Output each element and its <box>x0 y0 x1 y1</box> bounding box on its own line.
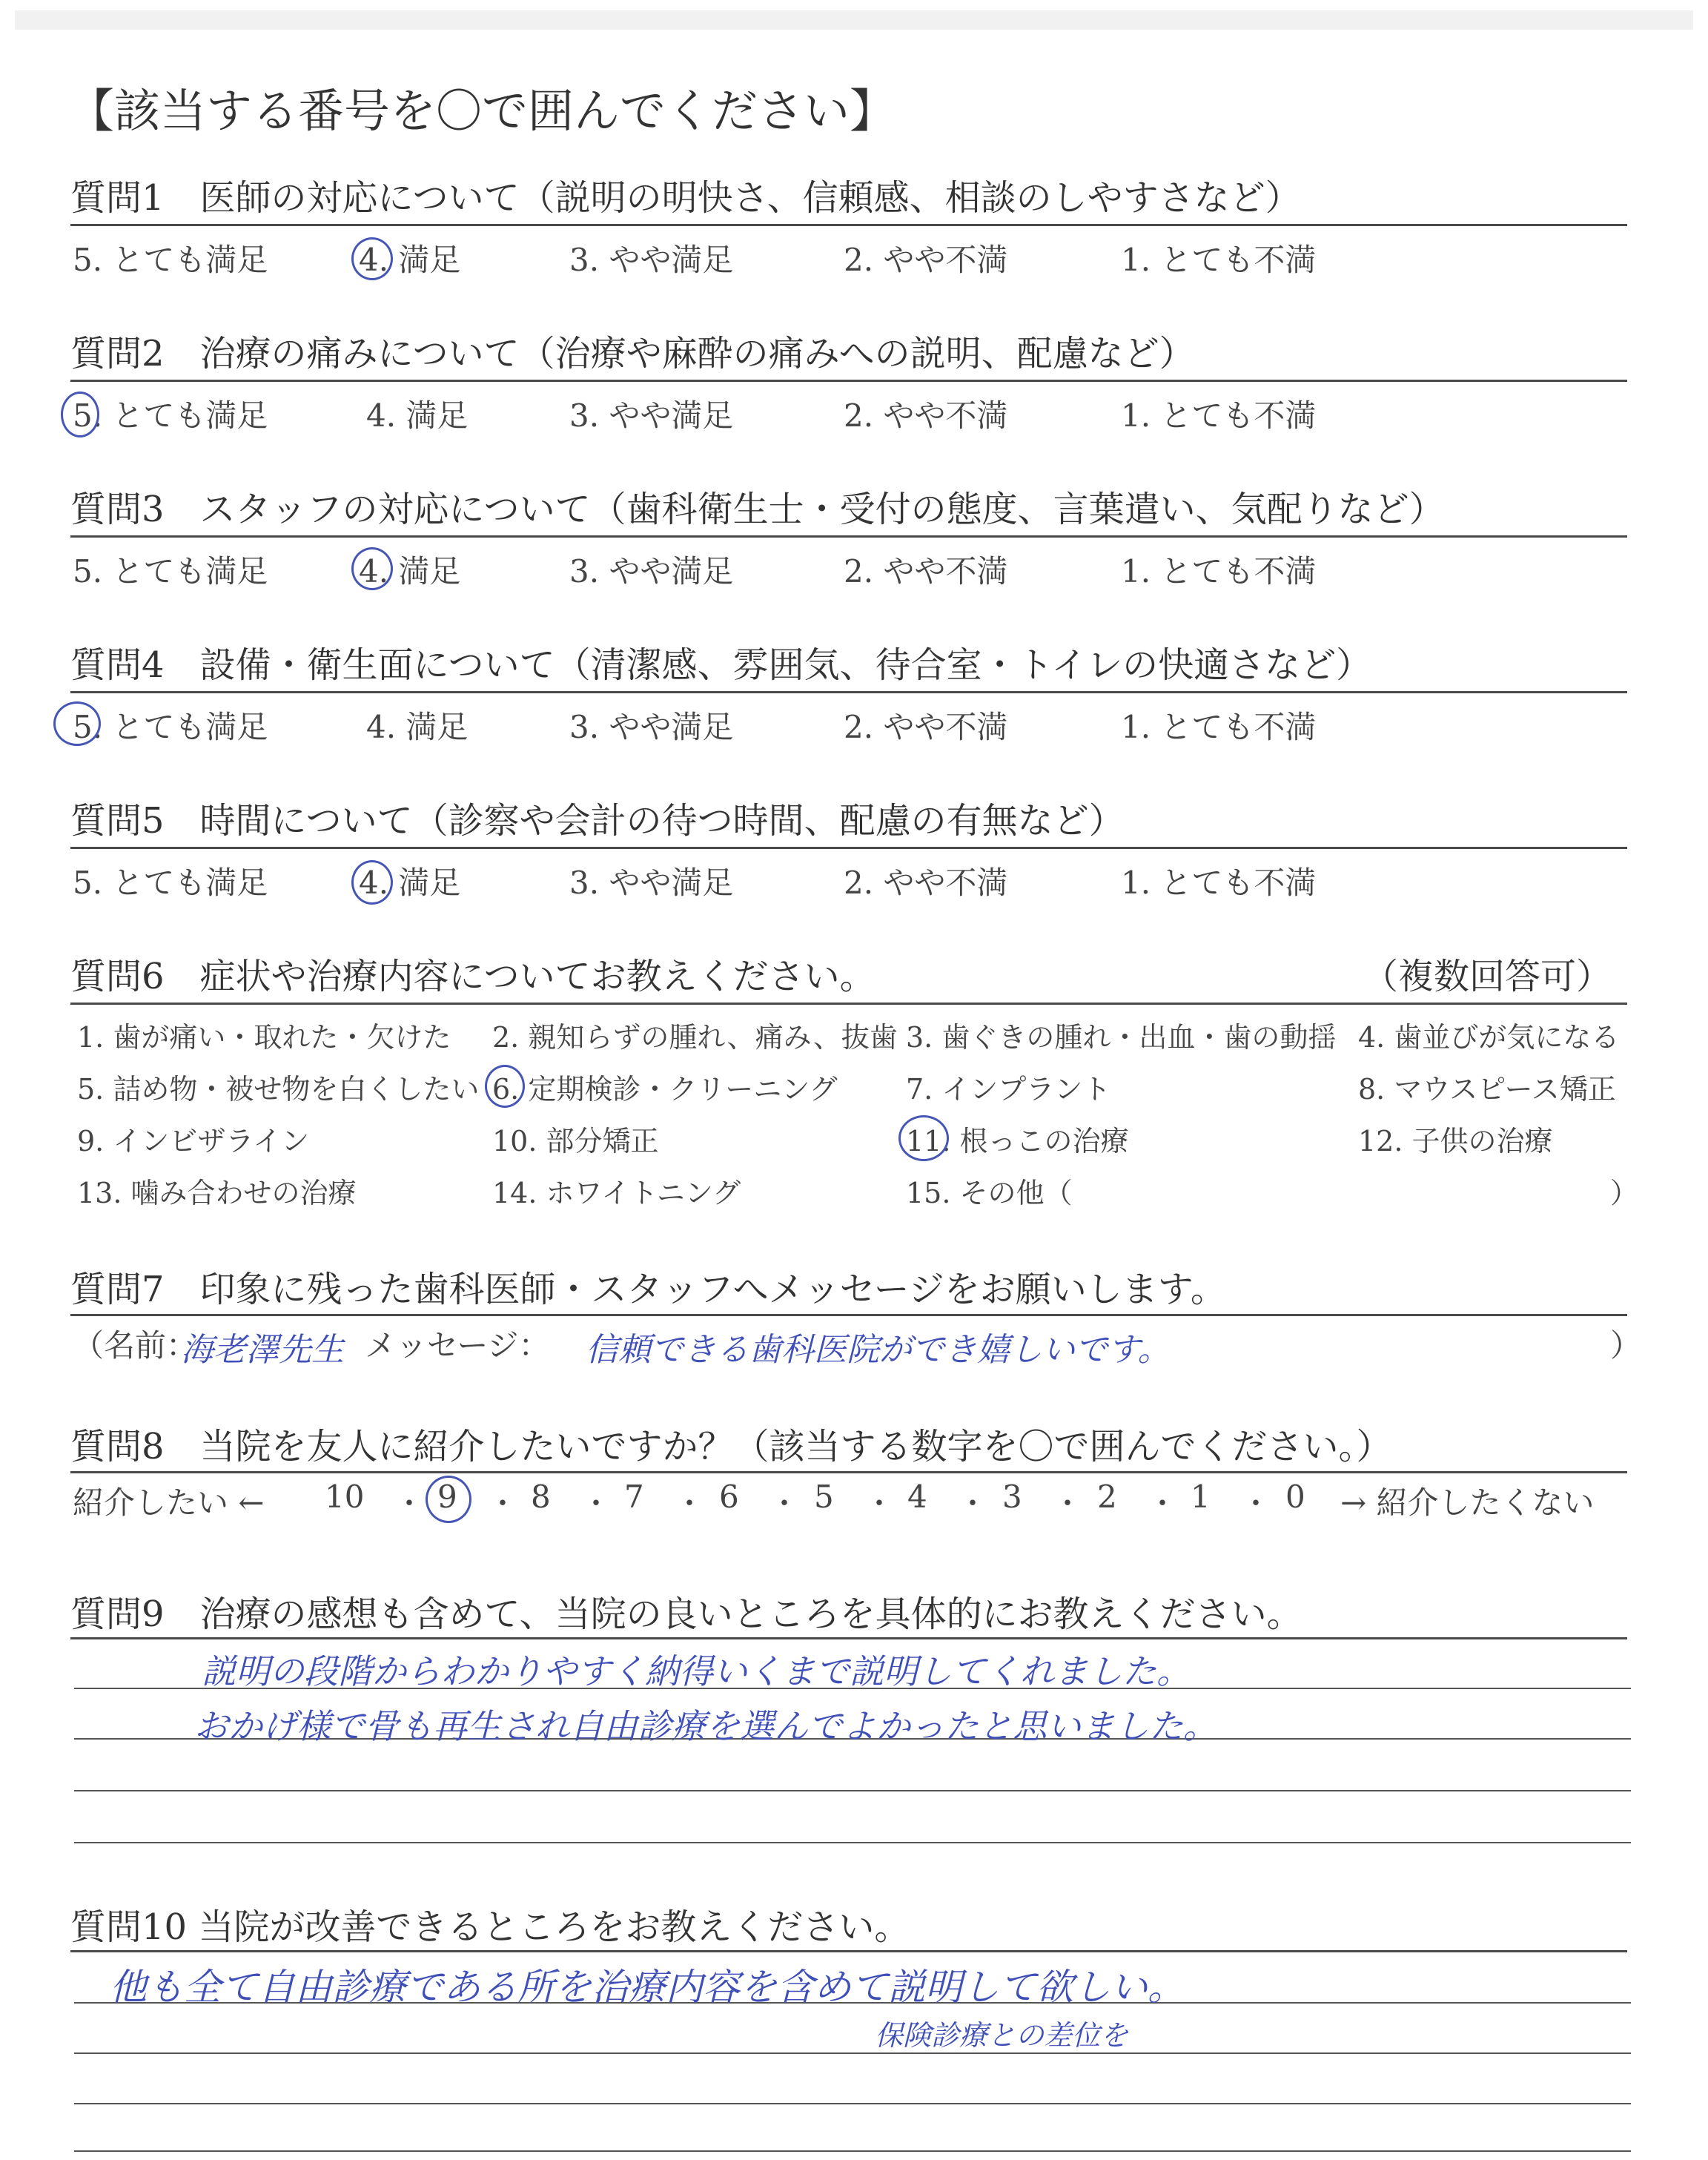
q3-option-3[interactable]: 3. やや満足 <box>569 553 734 589</box>
q8-dot: ・ <box>394 1487 424 1521</box>
question-5-title: 質問5 時間について（診察や会計の待つ時間、配慮の有無など） <box>70 800 1125 842</box>
q7-name-label: （名前： <box>73 1327 198 1364</box>
q6-option-6[interactable]: 6. 定期検診・クリーニング <box>492 1073 838 1106</box>
q10-answer-insertion[interactable]: 保険診療との差位を <box>875 2019 1129 2052</box>
q5-option-5[interactable]: 5. とても満足 <box>73 865 268 901</box>
q8-dot: ・ <box>581 1487 611 1521</box>
q5-selection-circle <box>351 860 393 905</box>
q5-option-1[interactable]: 1. とても不満 <box>1121 865 1317 901</box>
q8-dot: ・ <box>864 1487 894 1521</box>
q6-option-5[interactable]: 5. 詰め物・被せ物を白くしたい <box>77 1073 480 1106</box>
q1-selection-circle <box>351 237 393 280</box>
q6-option-12[interactable]: 12. 子供の治療 <box>1358 1125 1553 1157</box>
question-7-title: 質問7 印象に残った歯科医師・スタッフへメッセージをお願いします。 <box>70 1269 1226 1310</box>
q8-scale-2[interactable]: 2 <box>1097 1479 1117 1515</box>
q8-scale-0[interactable]: 0 <box>1285 1479 1305 1515</box>
q6-option-8[interactable]: 8. マウスピース矯正 <box>1358 1073 1616 1106</box>
q6-option-11[interactable]: 11. 根っこの治療 <box>906 1125 1129 1157</box>
q2-option-3[interactable]: 3. やや満足 <box>569 397 734 434</box>
q10-answer-line <box>74 2103 1631 2104</box>
question-6-title: 質問6 症状や治療内容についてお教えください。 <box>70 956 875 997</box>
q4-selection-circle <box>53 701 101 746</box>
question-10-title: 質問10 当院が改善できるところをお教えください。 <box>70 1906 910 1948</box>
q6-option-15[interactable]: 15. その他（ <box>906 1177 1073 1209</box>
q3-option-2[interactable]: 2. やや不満 <box>844 553 1008 589</box>
q7-name-value[interactable]: 海老澤先生 <box>181 1331 344 1369</box>
q8-left-label: 紹介したい ← <box>73 1484 265 1521</box>
question-1-title: 質問1 医師の対応について（説明の明快さ、信頼感、相談のしやすさなど） <box>70 177 1301 219</box>
q6-option-3[interactable]: 3. 歯ぐきの腫れ・出血・歯の動揺 <box>906 1021 1337 1054</box>
q8-scale-9[interactable]: 9 <box>437 1479 457 1515</box>
q2-option-2[interactable]: 2. やや不満 <box>844 397 1008 434</box>
q5-option-4[interactable]: 4. 満足 <box>359 865 461 901</box>
q8-scale-7[interactable]: 7 <box>624 1479 644 1515</box>
q6-selection-circle-11 <box>898 1115 949 1161</box>
q8-dot: ・ <box>769 1487 799 1521</box>
q8-scale-3[interactable]: 3 <box>1002 1479 1022 1515</box>
q8-dot: ・ <box>1148 1487 1177 1521</box>
q2-option-1[interactable]: 1. とても不満 <box>1121 397 1317 434</box>
question-3-rule <box>70 535 1627 538</box>
q4-option-1[interactable]: 1. とても不満 <box>1121 709 1317 745</box>
q8-right-label: → 紹介したくない <box>1340 1484 1595 1521</box>
q8-scale-8[interactable]: 8 <box>531 1479 551 1515</box>
q2-selection-circle <box>61 392 99 437</box>
q4-option-3[interactable]: 3. やや満足 <box>569 709 734 745</box>
question-9-title: 質問9 治療の感想も含めて、当院の良いところを具体的にお教えください。 <box>70 1593 1302 1635</box>
q8-scale-4[interactable]: 4 <box>907 1479 927 1515</box>
question-1-rule <box>70 224 1627 226</box>
q5-option-2[interactable]: 2. やや不満 <box>844 865 1008 901</box>
q4-option-2[interactable]: 2. やや不満 <box>844 709 1008 745</box>
q10-answer-line <box>74 2150 1631 2152</box>
q6-option-7[interactable]: 7. インプラント <box>906 1073 1111 1106</box>
q2-option-4[interactable]: 4. 満足 <box>366 397 469 434</box>
q8-scale-5[interactable]: 5 <box>814 1479 834 1515</box>
q7-close-paren: ） <box>1610 1327 1642 1364</box>
q1-option-1[interactable]: 1. とても不満 <box>1121 242 1317 278</box>
q9-answer-line <box>74 1790 1631 1791</box>
q8-dot: ・ <box>1241 1487 1271 1521</box>
question-8-title: 質問8 当院を友人に紹介したいですか？（該当する数字を〇で囲んでください。） <box>70 1426 1392 1467</box>
q6-option-1[interactable]: 1. 歯が痛い・取れた・欠けた <box>77 1021 451 1054</box>
question-4-title: 質問4 設備・衛生面について（清潔感、雰囲気、待合室・トイレの快適さなど） <box>70 644 1372 686</box>
q8-dot: ・ <box>675 1487 704 1521</box>
q5-option-3[interactable]: 3. やや満足 <box>569 865 734 901</box>
q8-scale-6[interactable]: 6 <box>719 1479 739 1515</box>
question-10-rule <box>70 1950 1627 1952</box>
q9-answer-line-1[interactable]: 説明の段階からわかりやすく納得いくまで説明してくれました。 <box>202 1651 1191 1691</box>
question-9-rule <box>70 1637 1627 1639</box>
scan-top-edge <box>15 10 1693 30</box>
q8-selection-circle <box>426 1476 471 1523</box>
q1-option-4[interactable]: 4. 満足 <box>359 242 461 278</box>
q6-option-13[interactable]: 13. 噛み合わせの治療 <box>77 1177 357 1209</box>
q4-option-5[interactable]: 5. とても満足 <box>73 709 268 745</box>
q8-dot: ・ <box>488 1487 517 1521</box>
question-5-rule <box>70 847 1627 849</box>
q1-option-2[interactable]: 2. やや不満 <box>844 242 1008 278</box>
q7-message-label: メッセージ： <box>365 1327 550 1364</box>
q8-dot: ・ <box>1053 1487 1082 1521</box>
q2-option-5[interactable]: 5. とても満足 <box>73 397 268 434</box>
q10-answer-line <box>74 2052 1631 2054</box>
q6-option-9[interactable]: 9. インビザライン <box>77 1125 310 1157</box>
q6-selection-circle-6 <box>485 1065 525 1108</box>
q1-option-3[interactable]: 3. やや満足 <box>569 242 734 278</box>
question-3-title: 質問3 スタッフの対応について（歯科衛生士・受付の態度、言葉遣い、気配りなど） <box>70 489 1445 530</box>
q6-option-2[interactable]: 2. 親知らずの腫れ、痛み、抜歯 <box>492 1021 898 1054</box>
q9-answer-line-2[interactable]: おかげ様で骨も再生され自由診療を選んでよかったと思いました。 <box>194 1706 1217 1746</box>
form-header: 【該当する番号を〇で囲んでください】 <box>68 84 896 138</box>
q8-scale-10[interactable]: 10 <box>325 1479 365 1515</box>
q3-option-4[interactable]: 4. 満足 <box>359 553 461 589</box>
q3-option-5[interactable]: 5. とても満足 <box>73 553 268 589</box>
q6-option-15-close: ） <box>1610 1177 1639 1209</box>
q10-answer-line-1[interactable]: 他も全て自由診療である所を治療内容を含めて説明して欲しい。 <box>110 1966 1185 2009</box>
question-8-rule <box>70 1471 1627 1473</box>
q8-dot: ・ <box>958 1487 987 1521</box>
q3-selection-circle <box>351 547 393 590</box>
q4-option-4[interactable]: 4. 満足 <box>366 709 469 745</box>
q1-option-5[interactable]: 5. とても満足 <box>73 242 268 278</box>
q7-message-value[interactable]: 信頼できる歯科医院ができ嬉しいです。 <box>586 1331 1171 1369</box>
question-6-rule <box>70 1003 1627 1005</box>
question-2-title: 質問2 治療の痛みについて（治療や麻酔の痛みへの説明、配慮など） <box>70 333 1195 374</box>
q6-option-4[interactable]: 4. 歯並びが気になる <box>1358 1021 1620 1054</box>
q6-option-14[interactable]: 14. ホワイトニング <box>492 1177 741 1209</box>
q9-answer-line <box>74 1842 1631 1843</box>
q8-scale-1[interactable]: 1 <box>1191 1479 1211 1515</box>
question-7-rule <box>70 1314 1627 1316</box>
question-2-rule <box>70 380 1627 382</box>
q6-option-10[interactable]: 10. 部分矯正 <box>492 1125 659 1157</box>
q3-option-1[interactable]: 1. とても不満 <box>1121 553 1317 589</box>
question-4-rule <box>70 691 1627 693</box>
question-6-note: （複数回答可） <box>1363 956 1612 997</box>
